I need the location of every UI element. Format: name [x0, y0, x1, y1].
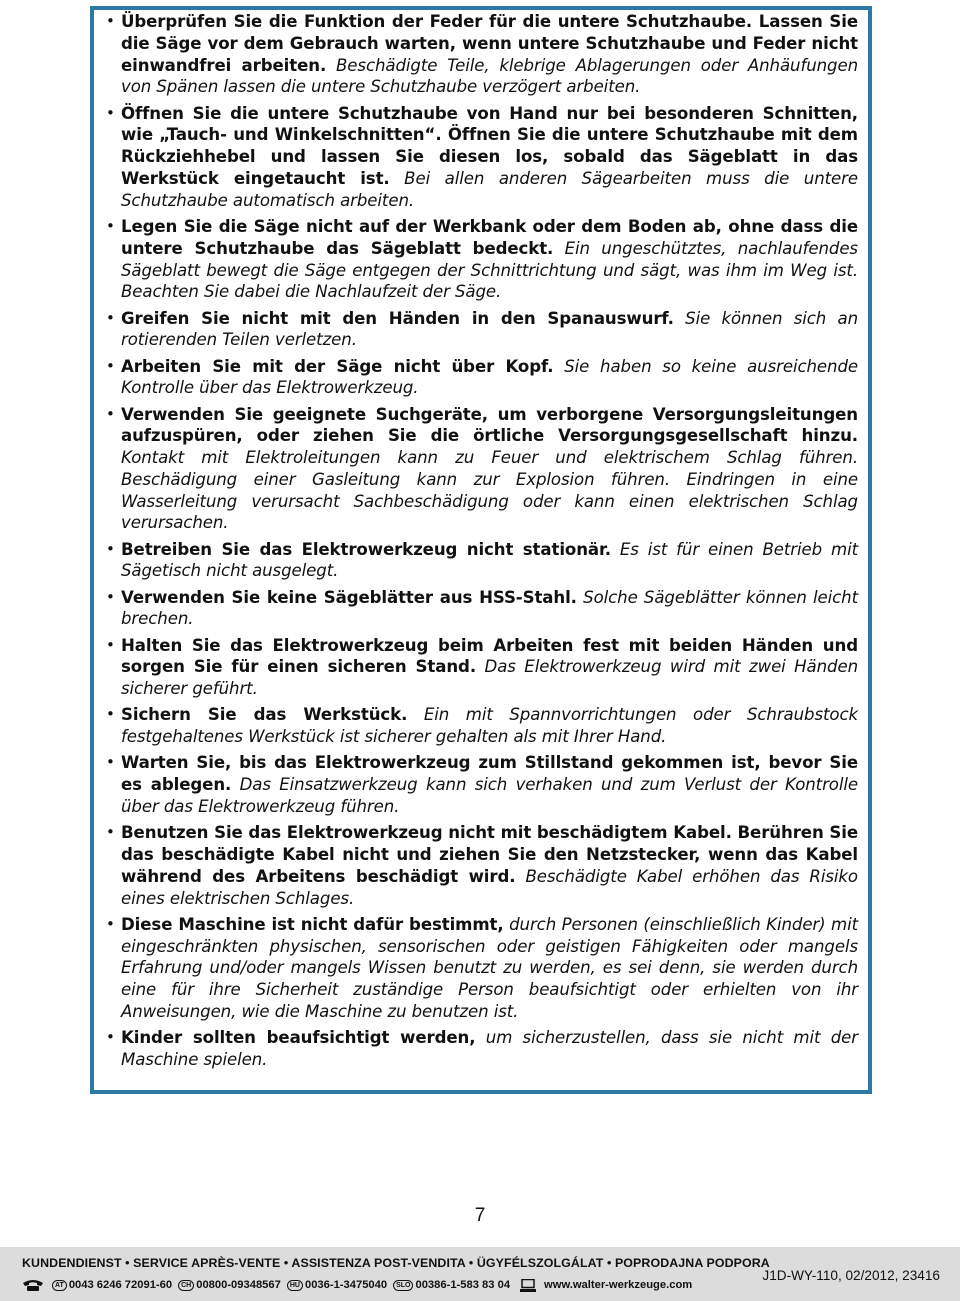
website-link[interactable]: www.walter-werkzeuge.com [544, 1279, 693, 1291]
list-item: • Kinder sollten beaufsichtigt werden, um sicherzustellen, dass sie nicht mit der Maschine spielen. [106, 1027, 858, 1071]
list-item: • Verwenden Sie keine Sägeblätter aus HSS-Stahl. Solche Sägeblätter können leicht brechen. [106, 587, 858, 631]
country-code-badge: HU [287, 1280, 303, 1291]
country-code-badge: CH [178, 1280, 194, 1291]
document-id: J1D-WY-110, 02/2012, 23416 [762, 1268, 940, 1283]
telephone-icon [22, 1278, 44, 1292]
country-code-badge: AT [52, 1280, 67, 1291]
list-item: • Öffnen Sie die untere Schutzhaube von Hand nur bei besonderen Schnitten, wie „Tauch- und Winkelschnitten“. Öffnen Sie die untere Schutzhaube mit dem Rückziehhebel und lassen Sie diesen los, sobald das Sägeblatt in das Werkstück eingetaucht ist. Bei allen anderen Sägearbeiten muss die untere Schutzhaube automatisch arbeiten. [106, 103, 858, 212]
list-item: • Überprüfen Sie die Funktion der Feder für die untere Schutzhaube. Lassen Sie die Säge vor dem Gebrauch warten, wenn untere Schutzhaube und Feder nicht einwandfrei arbeiten. Beschädigte Teile, klebrige Ablagerungen oder Anhäufungen von Spänen lassen die untere Schutzhaube verzögert arbeiten. [106, 11, 858, 98]
safety-instructions-list [106, 11, 858, 1075]
phone-number: 0043 6246 72091-60 [68, 1279, 173, 1291]
list-item: • Greifen Sie nicht mit den Händen in den Spanauswurf. Sie können sich an rotierenden Teilen verletzen. [106, 308, 858, 352]
country-code-badge: SLO [393, 1280, 413, 1291]
list-item: • Warten Sie, bis das Elektrowerkzeug zum Stillstand gekommen ist, bevor Sie es ablegen. Das Einsatzwerkzeug kann sich verhaken und zum Verlust der Kontrolle über das Elektrowerkzeug führen. [106, 752, 858, 817]
footer [0, 1247, 960, 1301]
computer-icon [520, 1279, 536, 1292]
contact-line [22, 1277, 698, 1293]
service-line: KUNDENDIENST • SERVICE APRÈS-VENTE • ASSISTENZA POST-VENDITA • ÜGYFÉLSZOLGÁLAT • POPRODAJNA PODPORA [22, 1256, 770, 1270]
phone-number: 0036-1-3475040 [304, 1279, 388, 1291]
list-item: • Halten Sie das Elektrowerkzeug beim Arbeiten fest mit beiden Händen und sorgen Sie für einen sicheren Stand. Das Elektrowerkzeug wird mit zwei Händen sicherer geführt. [106, 635, 858, 700]
phone-number: 00386-1-583 83 04 [415, 1279, 511, 1291]
list-item: • Arbeiten Sie mit der Säge nicht über Kopf. Sie haben so keine ausreichende Kontrolle über das Elektrowerkzeug. [106, 356, 858, 400]
list-item: • Verwenden Sie geeignete Suchgeräte, um verborgene Versorgungsleitungen aufzuspüren, oder ziehen Sie die örtliche Versorgungsgesellschaft hinzu. Kontakt mit Elektroleitungen kann zu Feuer und elektrischem Schlag führen. Beschädigung einer Gasleitung kann zur Explosion führen. Eindringen in eine Wasserleitung verursacht Sachbeschädigung oder kann einen elektrischen Schlag verursachen. [106, 404, 858, 535]
list-item: • Legen Sie die Säge nicht auf der Werkbank oder dem Boden ab, ohne dass die untere Schutzhaube das Sägeblatt bedeckt. Ein ungeschütztes, nachlaufendes Sägeblatt bewegt die Säge entgegen der Schnittrichtung und sägt, was ihm im Weg ist. Beachten Sie dabei die Nachlaufzeit der Säge. [106, 216, 858, 303]
list-item: • Betreiben Sie das Elektrowerkzeug nicht stationär. Es ist für einen Betrieb mit Sägetisch nicht ausgelegt. [106, 539, 858, 583]
list-item: • Diese Maschine ist nicht dafür bestimmt, durch Personen (einschließlich Kinder) mit eingeschränkten physischen, sensorischen oder geistigen Fähigkeiten oder mangels Erfahrung und/oder mangels Wissen benutzt zu werden, es sei denn, sie werden durch eine für ihre Sicherheit zuständige Person beaufsichtigt oder erhielten von ihr Anweisungen, wie die Maschine zu benutzen ist. [106, 914, 858, 1023]
list-item: • Benutzen Sie das Elektrowerkzeug nicht mit beschädigtem Kabel. Berühren Sie das beschädigte Kabel nicht und ziehen Sie den Netzstecker, wenn das Kabel während des Arbeitens beschädigt wird. Beschädigte Kabel erhöhen das Risiko eines elektrischen Schlages. [106, 822, 858, 909]
page-number: 7 [474, 1205, 486, 1226]
list-item: • Sichern Sie das Werkstück. Ein mit Spannvorrichtungen oder Schraubstock festgehaltenes Werkstück ist sicherer gehalten als mit Ihrer Hand. [106, 704, 858, 748]
phone-number: 00800-09348567 [196, 1279, 281, 1291]
